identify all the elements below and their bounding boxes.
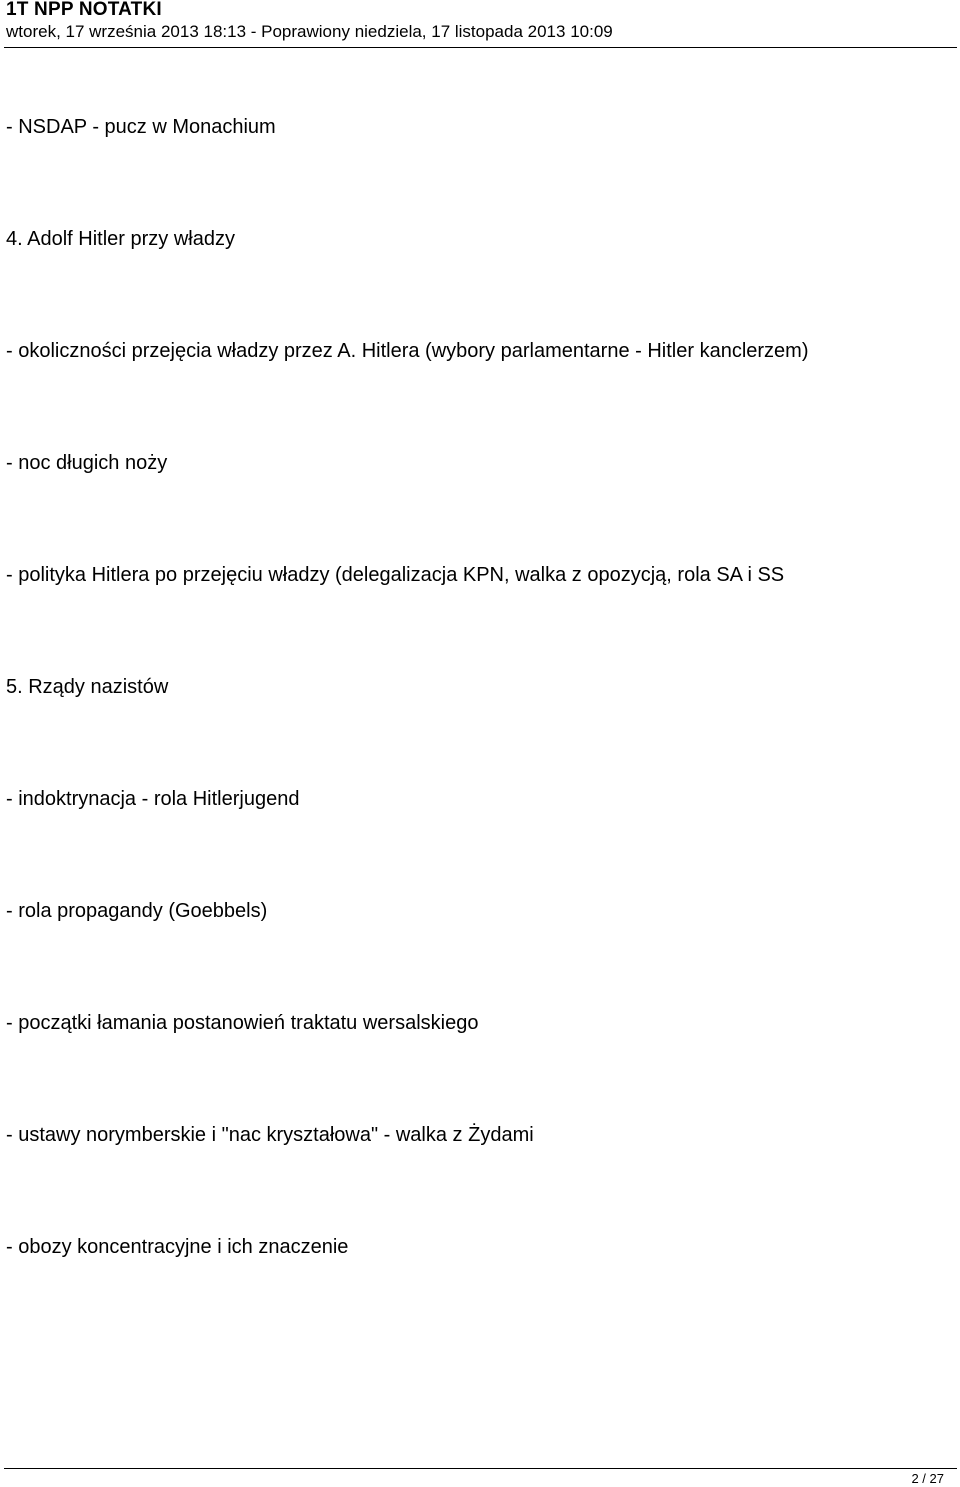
document-meta: wtorek, 17 września 2013 18:13 - Poprawiony niedziela, 17 listopada 2013 10:09: [6, 22, 613, 41]
footer-divider: [4, 1468, 957, 1469]
text-line-traktat: - początki łamania postanowień traktatu wersalskiego: [6, 1012, 479, 1034]
text-line-obozy: - obozy koncentracyjne i ich znaczenie: [6, 1236, 349, 1258]
section-heading-5: 5. Rządy nazistów: [6, 676, 169, 698]
page-header: [6, 0, 956, 42]
text-line-noc: - noc długich noży: [6, 452, 168, 474]
text-line-indoktrynacja: - indoktrynacja - rola Hitlerjugend: [6, 788, 300, 810]
header-divider: [4, 47, 957, 48]
document-title: 1T NPP NOTATKI: [6, 0, 162, 20]
text-line-ustawy: - ustawy norymberskie i "nac kryształowa" - walka z Żydami: [6, 1124, 534, 1146]
text-line-okolicznosci: - okoliczności przejęcia władzy przez A. Hitlera (wybory parlamentarne - Hitler kanclerzem): [6, 340, 809, 362]
section-heading-4: 4. Adolf Hitler przy władzy: [6, 228, 235, 250]
text-line-propaganda: - rola propagandy (Goebbels): [6, 900, 268, 922]
page-number: 2 / 27: [911, 1471, 944, 1486]
text-line-polityka: - polityka Hitlera po przejęciu władzy (delegalizacja KPN, walka z opozycją, rola SA i SS: [6, 564, 785, 586]
text-line-nsdap: - NSDAP - pucz w Monachium: [6, 116, 276, 138]
